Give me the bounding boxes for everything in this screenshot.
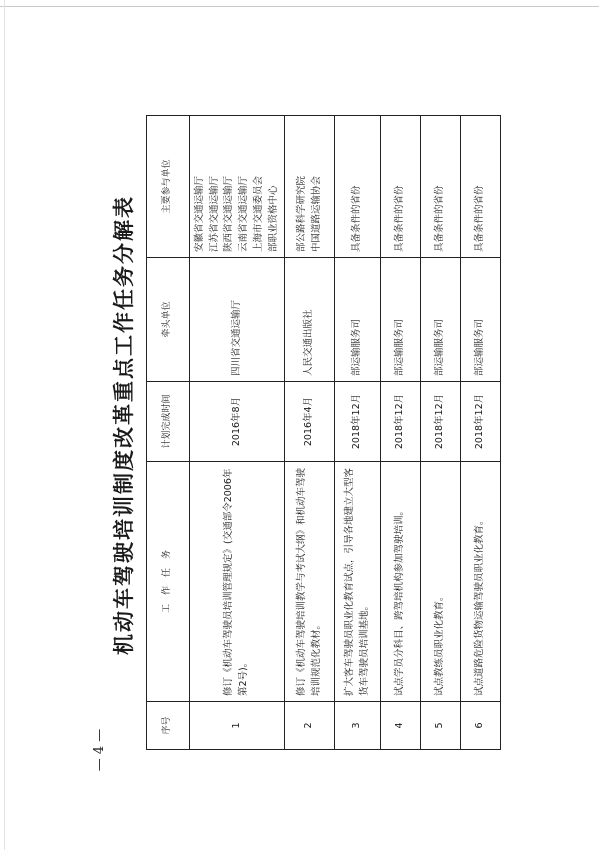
row-task: 修订《机动车驾驶培训教学与考试大纲》和机动车驾驶培训规范化教材。: [285, 462, 335, 702]
row-lead: 部运输服务司: [335, 258, 381, 382]
row-participants: [190, 116, 285, 258]
header-time: 计划完成时间: [147, 382, 190, 462]
row-task: 修订《机动车驾驶员培训管理规定》(交通部令2006年第2号)。: [190, 462, 285, 702]
participant: 部职业资格中心: [267, 185, 279, 252]
row-seq: 4: [381, 702, 421, 750]
row-time: 2018年12月: [381, 382, 421, 462]
row-time: 2018年12月: [461, 382, 501, 462]
row-seq: 3: [335, 702, 381, 750]
row-task: 扩大客车驾驶员职业化教育试点，引导各地建立大型客货车驾驶员培训基地。: [335, 462, 381, 702]
table-row: [285, 116, 335, 750]
task-table: [146, 115, 501, 750]
row-task: 试点学员分科目、跨驾培机构参加驾驶培训。: [381, 462, 421, 702]
row-seq: 5: [421, 702, 461, 750]
row-time: 2018年12月: [335, 382, 381, 462]
row-task: 试点教练员职业化教育。: [421, 462, 461, 702]
header-seq: 序号: [147, 702, 190, 750]
row-lead: 部运输服务司: [421, 258, 461, 382]
table-row: [190, 116, 285, 750]
document-title: 机动车驾驶培训制度改革重点工作任务分解表: [111, 195, 136, 655]
row-lead: 部运输服务司: [461, 258, 501, 382]
row-time: 2016年4月: [285, 382, 335, 462]
participant: 江苏省交通运输厅: [208, 175, 220, 252]
header-participants: 主要参与单位: [147, 116, 190, 258]
row-time: 2018年12月: [421, 382, 461, 462]
participant: 部公路科学研究院: [296, 175, 308, 252]
row-participants: [285, 116, 335, 258]
table-row: [421, 116, 461, 750]
row-participants: 具备条件的省份: [421, 116, 461, 258]
table-row: [335, 116, 381, 750]
table-header-row: [147, 116, 190, 750]
row-seq: 6: [461, 702, 501, 750]
row-lead: 人民交通出版社: [285, 258, 335, 382]
participant: 上海市交通委员会: [252, 175, 264, 252]
participant: 中国道路运输协会: [310, 175, 322, 252]
row-lead: 部运输服务司: [381, 258, 421, 382]
participant: 安徽省交通运输厅: [194, 175, 205, 252]
participant: 云南省交通运输厅: [238, 175, 250, 252]
participant: 陕西省交通运输厅: [223, 175, 235, 252]
row-seq: 1: [190, 702, 285, 750]
row-participants: 具备条件的省份: [381, 116, 421, 258]
page-number: — 4 —: [92, 728, 107, 772]
row-task: 试点道路危险货物运输驾驶员职业化教育。: [461, 462, 501, 702]
row-time: 2016年8月: [190, 382, 285, 462]
row-participants: 具备条件的省份: [335, 116, 381, 258]
row-lead: 四川省交通运输厅: [190, 258, 285, 382]
table-row: [461, 116, 501, 750]
row-seq: 2: [285, 702, 335, 750]
row-participants: 具备条件的省份: [461, 116, 501, 258]
table-row: [381, 116, 421, 750]
header-lead: 牵头单位: [147, 258, 190, 382]
header-task: 工 作 任 务: [147, 462, 190, 702]
